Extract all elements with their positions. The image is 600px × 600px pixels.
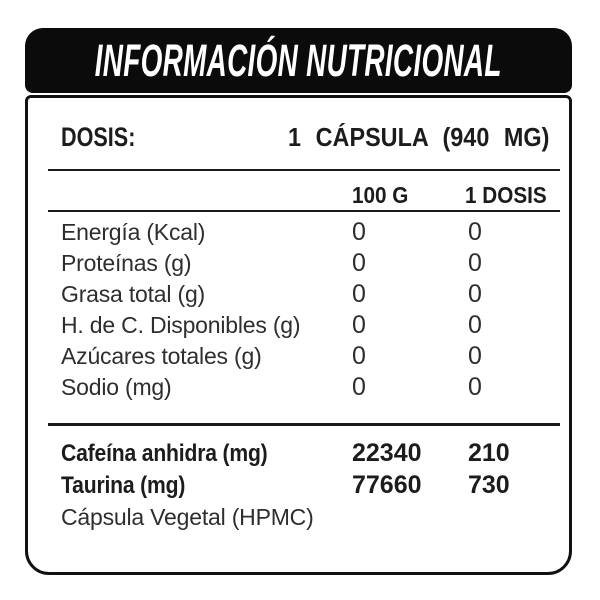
row-value-1dosis: 0 bbox=[468, 280, 482, 308]
table-row bbox=[28, 341, 569, 372]
row-value-1dosis: 210 bbox=[468, 439, 510, 467]
divider-under-dose bbox=[48, 169, 560, 171]
column-header-1dosis: 1 DOSIS bbox=[465, 182, 547, 208]
row-value-100g: 0 bbox=[352, 249, 366, 277]
dose-label: DOSIS: bbox=[61, 122, 136, 152]
table-row bbox=[28, 279, 569, 310]
row-value-100g: 0 bbox=[352, 342, 366, 370]
table-row bbox=[28, 310, 569, 341]
label-title: INFORMACIÓN NUTRICIONAL bbox=[95, 34, 503, 86]
row-label: Azúcares totales (g) bbox=[61, 343, 262, 369]
row-label: Taurina (mg) bbox=[61, 472, 186, 499]
row-label: Proteínas (g) bbox=[61, 250, 192, 276]
row-label: Sodio (mg) bbox=[61, 374, 172, 400]
row-value-1dosis: 0 bbox=[468, 218, 482, 246]
column-header-100g: 100 G bbox=[352, 182, 409, 208]
row-label: H. de C. Disponibles (g) bbox=[61, 312, 301, 338]
row-value-1dosis: 0 bbox=[468, 249, 482, 277]
title-banner bbox=[25, 28, 572, 93]
row-label: Cafeína anhidra (mg) bbox=[61, 440, 268, 467]
row-value-1dosis: 730 bbox=[468, 471, 510, 499]
nutrition-panel bbox=[25, 95, 572, 575]
row-label: Grasa total (g) bbox=[61, 281, 205, 307]
divider-under-headers bbox=[48, 210, 560, 212]
capsule-note: Cápsula Vegetal (HPMC) bbox=[61, 504, 314, 530]
table-row-highlight bbox=[28, 438, 569, 469]
row-value-100g: 22340 bbox=[352, 439, 422, 467]
table-row bbox=[28, 217, 569, 248]
divider-before-actives bbox=[48, 423, 560, 426]
row-label: Energía (Kcal) bbox=[61, 219, 206, 245]
row-value-1dosis: 0 bbox=[468, 342, 482, 370]
row-value-100g: 0 bbox=[352, 311, 366, 339]
row-value-100g: 0 bbox=[352, 218, 366, 246]
table-row bbox=[28, 372, 569, 403]
row-value-1dosis: 0 bbox=[468, 311, 482, 339]
row-value-1dosis: 0 bbox=[468, 373, 482, 401]
dose-value: 1 CÁPSULA (940 MG) bbox=[287, 122, 549, 152]
capsule-note-row bbox=[28, 502, 569, 533]
table-row bbox=[28, 248, 569, 279]
dose-row bbox=[61, 122, 549, 153]
row-value-100g: 0 bbox=[352, 373, 366, 401]
row-value-100g: 77660 bbox=[352, 471, 422, 499]
row-value-100g: 0 bbox=[352, 280, 366, 308]
table-row-highlight bbox=[28, 470, 569, 501]
